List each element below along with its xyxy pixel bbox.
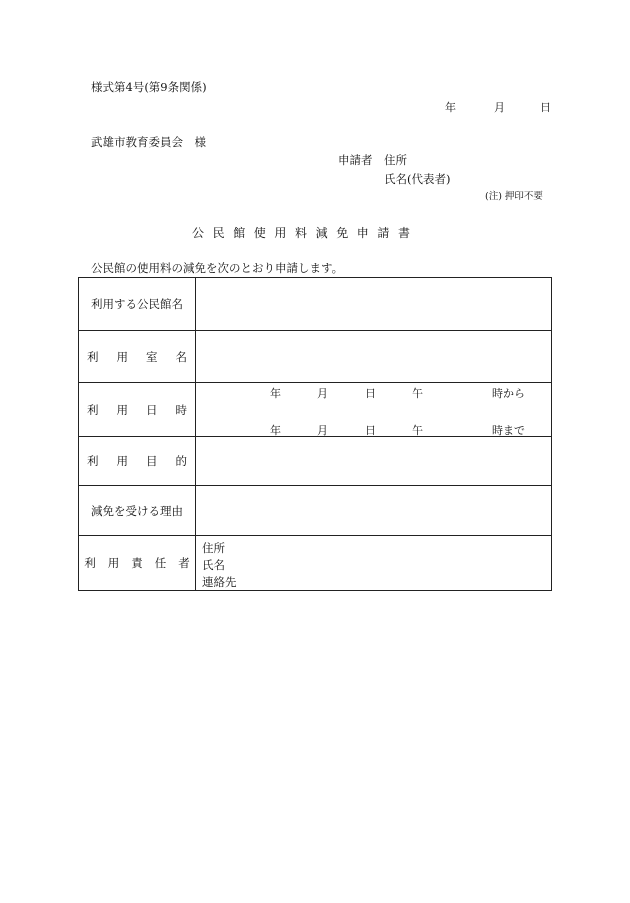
responsible-address-label: 住所 bbox=[202, 541, 225, 555]
until-month-label: 月 bbox=[317, 424, 328, 437]
document-title: 公民館使用料減免申請書 bbox=[192, 226, 419, 240]
table-row bbox=[79, 437, 552, 486]
until-ampm-label: 午 bbox=[412, 424, 423, 437]
from-ampm-label: 午 bbox=[412, 387, 423, 400]
room-name-field[interactable] bbox=[196, 331, 552, 383]
until-suffix-label: 時まで bbox=[492, 424, 525, 437]
row-label-datetime: 利用日時 bbox=[79, 383, 196, 437]
datetime-until-line bbox=[0, 425, 630, 439]
until-year-label: 年 bbox=[270, 424, 281, 437]
form-number: 様式第4号(第9条関係) bbox=[91, 80, 207, 94]
from-year-label: 年 bbox=[270, 387, 281, 400]
row-label-responsible: 利用責任者 bbox=[79, 536, 196, 591]
until-day-label: 日 bbox=[365, 424, 376, 437]
date-day-label: 日 bbox=[540, 101, 551, 114]
table-row bbox=[79, 331, 552, 383]
responsible-person-field[interactable] bbox=[196, 536, 552, 591]
row-label-facility: 利用する公民館名 bbox=[79, 278, 196, 331]
row-label-purpose: 利用目的 bbox=[79, 437, 196, 486]
table-row bbox=[79, 486, 552, 536]
applicant-name-label: 氏名(代表者) bbox=[384, 172, 451, 186]
facility-name-field[interactable] bbox=[196, 278, 552, 331]
reason-field[interactable] bbox=[196, 486, 552, 536]
responsible-name-label: 氏名 bbox=[202, 558, 225, 572]
table-row bbox=[79, 278, 552, 331]
applicant-address-label: 住所 bbox=[384, 153, 407, 167]
intro-text: 公民館の使用料の減免を次のとおり申請します。 bbox=[91, 261, 344, 275]
from-suffix-label: 時から bbox=[492, 387, 525, 400]
applicant-label: 申請者 bbox=[338, 153, 373, 167]
table-row bbox=[79, 536, 552, 591]
date-month-label: 月 bbox=[494, 101, 505, 114]
responsible-contact-label: 連絡先 bbox=[202, 575, 237, 589]
row-label-room: 利用室名 bbox=[79, 331, 196, 383]
addressee: 武雄市教育委員会 様 bbox=[91, 135, 206, 149]
from-month-label: 月 bbox=[317, 387, 328, 400]
datetime-from-line bbox=[0, 388, 630, 402]
date-year-label: 年 bbox=[445, 101, 456, 114]
seal-note: (注) 押印不要 bbox=[485, 191, 543, 202]
from-day-label: 日 bbox=[365, 387, 376, 400]
purpose-field[interactable] bbox=[196, 437, 552, 486]
row-label-reason: 減免を受ける理由 bbox=[79, 486, 196, 536]
